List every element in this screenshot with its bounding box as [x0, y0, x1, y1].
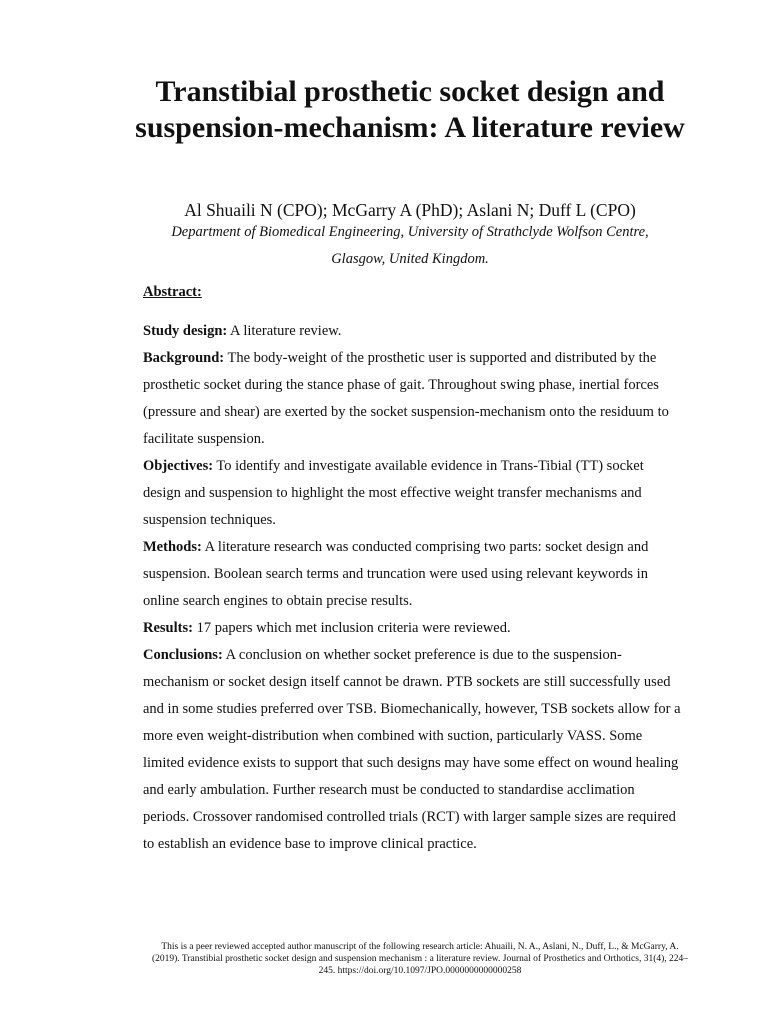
author-list: Al Shuaili N (CPO); McGarry A (PhD); Aslani N; Duff L (CPO): [184, 200, 636, 220]
abstract-section-study-design: [143, 318, 683, 345]
abstract-section-background: [143, 345, 683, 453]
section-text: A literature review.: [227, 323, 342, 339]
section-label: Methods:: [143, 539, 202, 555]
section-label: Study design:: [143, 323, 228, 339]
section-text: To identify and investigate available evidence in Trans-Tibial (TT) socket design and suspension to highlight the most effective weight transfer mechanisms and suspension techniques.: [143, 458, 644, 528]
abstract-section-conclusions: [143, 642, 683, 858]
section-label: Background:: [143, 350, 225, 366]
section-label: Results:: [143, 620, 193, 636]
section-label: Objectives:: [143, 458, 214, 474]
section-text: 17 papers which met inclusion criteria were reviewed.: [192, 620, 511, 636]
abstract-section-methods: [143, 534, 683, 615]
section-text: The body-weight of the prosthetic user is supported and distributed by the prosthetic socket during the stance phase of gait. Throughout swing phase, inertial forces (pressure and shear) are exerted by the socket suspension-mechanism onto the residuum to facilitate suspension.: [143, 350, 669, 447]
publication-footnote: This is a peer reviewed accepted author manuscript of the following research article: Ahuaili, N. A., Aslani, N., Duff, L., & McGarry, A. (2019). Transtibial prosthetic socket design and suspension mechanism : a literature review. Journal of Prosthetics and Orthotics, 31(4), 224–245. https://doi.org/10.1097/JPO.0000000000000258: [151, 942, 689, 976]
paper-title: Transtibial prosthetic socket design and suspension-mechanism: A literature review: [135, 75, 685, 144]
author-affiliation: Department of Biomedical Engineering, University of Strathclyde Wolfson Centre, Glasgow, United Kingdom.: [171, 224, 649, 267]
section-text: A conclusion on whether socket preference is due to the suspension-mechanism or socket design itself cannot be drawn. PTB sockets are still successfully used and in some studies preferred over TSB. Biomechanically, however, TSB sockets allow for a more even weight-distribution when combined with suction, particularly VASS. Some limited evidence exists to support that such designs may have some effect on wound healing and early ambulation. Further research must be conducted to standardise acclimation periods. Crossover randomised controlled trials (RCT) with larger sample sizes are required to establish an evidence base to improve clinical practice.: [143, 647, 681, 852]
abstract-heading: Abstract:: [143, 284, 202, 300]
abstract-section-objectives: [143, 453, 683, 534]
abstract-section-results: [143, 615, 683, 642]
section-text: A literature research was conducted comprising two parts: socket design and suspension. Boolean search terms and truncation were used using relevant keywords in online search engines to obtain precise results.: [143, 539, 649, 609]
abstract-body: [143, 318, 683, 858]
section-label: Conclusions:: [143, 647, 223, 663]
